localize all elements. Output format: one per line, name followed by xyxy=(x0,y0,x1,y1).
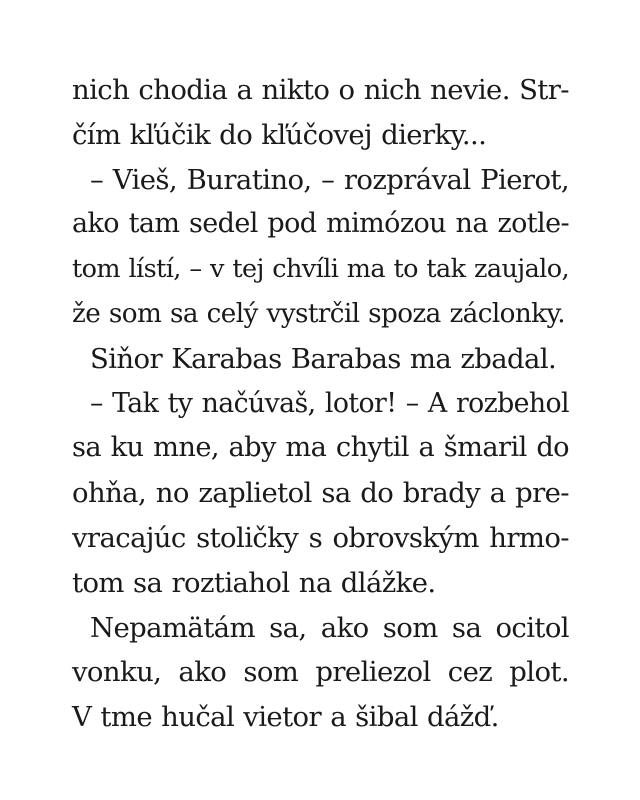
text-line: Nepamätám sa, ako som sa ocitol xyxy=(90,611,569,644)
text-line: vonku, ako som preliezol cez plot. xyxy=(72,656,569,689)
text-line: sa ku mne, aby ma chytil a šmaril do xyxy=(72,432,569,464)
text-line: V tme hučal vietor a šibal dážď. xyxy=(72,701,499,734)
text-line: ohňa, no zaplietol sa do brady a pre- xyxy=(72,477,569,510)
text-line: Siňor Karabas Barabas ma zbadal. xyxy=(90,342,557,375)
text-line: ako tam sedel pod mimózou na zotle- xyxy=(72,208,569,240)
text-line: nich chodia a nikto o nich nevie. Str- xyxy=(72,74,569,106)
text-line: čím kľúčik do kľúčovej dierky... xyxy=(72,118,487,151)
text-line: tom sa roztiahol na dlážke. xyxy=(72,566,436,599)
text-line: – Vieš, Buratino, – rozprával Pierot, xyxy=(90,163,569,196)
text-line: tom lístí, – v tej chvíli ma to tak zaujalo, xyxy=(72,254,569,285)
text-line: – Tak ty načúvaš, lotor! – A rozbehol xyxy=(90,387,569,419)
text-line: že som sa celý vystrčil spoza záclonky. xyxy=(72,298,565,329)
text-line: vracajúc stoličky s obrovským hrmo- xyxy=(72,521,569,554)
text-page xyxy=(72,68,569,740)
